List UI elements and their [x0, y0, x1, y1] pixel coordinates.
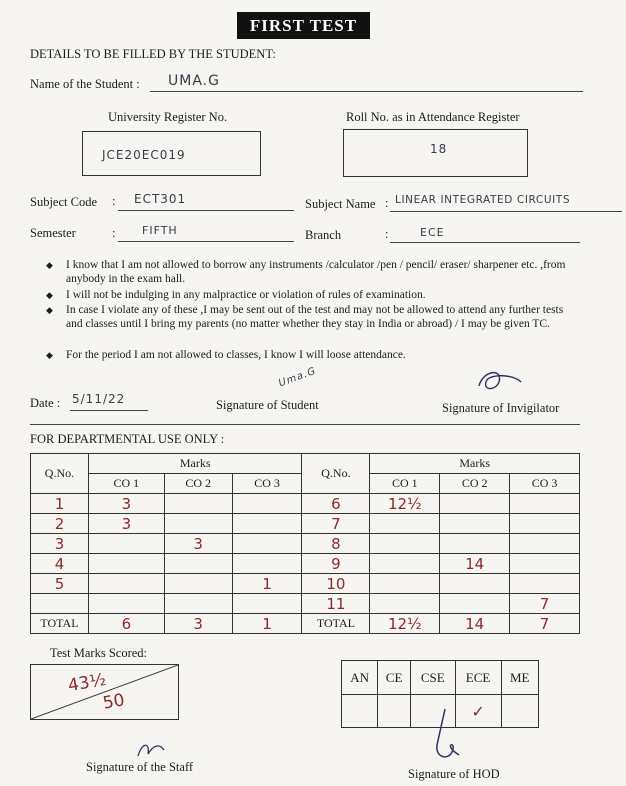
marks-table	[30, 453, 580, 634]
branch-value[interactable]: ECE	[420, 226, 445, 239]
mark-cell[interactable]	[232, 494, 302, 514]
co3-header-right: CO 3	[510, 474, 580, 494]
dept-ce: CE	[378, 661, 411, 695]
question-number: 9	[302, 554, 370, 574]
section-divider	[30, 424, 580, 425]
marks-header-right: Marks	[370, 454, 580, 474]
question-number: 7	[302, 514, 370, 534]
name-underline	[150, 91, 583, 92]
date-underline	[70, 410, 148, 411]
total-row	[31, 614, 580, 634]
date-label: Date :	[30, 396, 61, 410]
mark-cell[interactable]	[232, 514, 302, 534]
mark-cell[interactable]	[370, 554, 440, 574]
mark-cell[interactable]	[88, 534, 164, 554]
table-row	[31, 494, 580, 514]
dept-ece: ECE	[455, 661, 501, 695]
table-row	[31, 574, 580, 594]
staff-signature-mark	[134, 740, 168, 762]
mark-cell[interactable]	[164, 514, 232, 534]
mark-cell[interactable]	[510, 534, 580, 554]
total-co3-right[interactable]: 7	[510, 614, 580, 634]
page-title: FIRST TEST	[237, 12, 370, 39]
question-number: 6	[302, 494, 370, 514]
departmental-heading: FOR DEPARTMENTAL USE ONLY :	[30, 432, 225, 446]
bullet-icon: ◆	[46, 350, 53, 360]
dept-ce-check[interactable]	[378, 695, 411, 728]
subject-name-value[interactable]: LINEAR INTEGRATED CIRCUITS	[395, 194, 571, 206]
mark-cell[interactable]	[370, 574, 440, 594]
dept-me-check[interactable]	[501, 695, 538, 728]
question-number: 11	[302, 594, 370, 614]
dept-ece-check[interactable]: ✓	[455, 695, 501, 728]
total-co1-left[interactable]: 6	[88, 614, 164, 634]
mark-cell[interactable]: 1	[232, 574, 302, 594]
subject-name-underline	[390, 211, 622, 212]
test-marks-out-of: 50	[101, 690, 127, 714]
hod-signature-mark	[423, 705, 467, 767]
co1-header-left: CO 1	[88, 474, 164, 494]
question-number	[31, 594, 89, 614]
signature-student-label: Signature of Student	[216, 398, 319, 412]
mark-cell[interactable]	[232, 594, 302, 614]
dept-me: ME	[501, 661, 538, 695]
invigilator-signature-mark	[473, 366, 527, 396]
co2-header-left: CO 2	[164, 474, 232, 494]
student-name-value[interactable]: UMA.G	[168, 73, 220, 89]
subject-name-label: Subject Name	[305, 197, 376, 211]
declaration-4: For the period I am not allowed to classes, I know I will loose attendance.	[66, 349, 406, 361]
signature-invigilator-label: Signature of Invigilator	[442, 401, 560, 415]
branch-underline	[390, 242, 580, 243]
branch-colon: :	[385, 227, 389, 241]
mark-cell[interactable]	[370, 594, 440, 614]
subject-code-label: Subject Code	[30, 195, 98, 209]
signature-hod-label: Signature of HOD	[408, 767, 500, 781]
table-row	[31, 554, 580, 574]
total-co2-right[interactable]: 14	[440, 614, 510, 634]
branch-label: Branch	[305, 228, 342, 242]
co1-header-right: CO 1	[370, 474, 440, 494]
mark-cell[interactable]	[370, 534, 440, 554]
question-number: 5	[31, 574, 89, 594]
bullet-icon: ◆	[46, 305, 53, 315]
subject-code-colon: :	[112, 194, 116, 208]
question-number: 1	[31, 494, 89, 514]
register-label: University Register No.	[108, 110, 228, 124]
mark-cell[interactable]	[164, 594, 232, 614]
declaration-2: I will not be indulging in any malpractice or violation of rules of examination.	[66, 289, 426, 301]
marks-header-left: Marks	[88, 454, 302, 474]
semester-value[interactable]: FIFTH	[142, 224, 178, 237]
mark-cell[interactable]: 3	[88, 494, 164, 514]
total-label-right: TOTAL	[302, 614, 370, 634]
mark-cell[interactable]	[88, 554, 164, 574]
question-number: 3	[31, 534, 89, 554]
table-row	[31, 534, 580, 554]
mark-cell[interactable]	[164, 574, 232, 594]
roll-label: Roll No. as in Attendance Register	[346, 110, 520, 124]
test-marks-label: Test Marks Scored:	[50, 646, 148, 660]
details-heading: DETAILS TO BE FILLED BY THE STUDENT:	[30, 47, 276, 61]
mark-cell[interactable]	[510, 574, 580, 594]
mark-cell[interactable]	[164, 494, 232, 514]
mark-cell[interactable]	[440, 594, 510, 614]
total-label-left: TOTAL	[31, 614, 89, 634]
question-number: 2	[31, 514, 89, 534]
table-row	[31, 514, 580, 534]
bullet-icon: ◆	[46, 260, 53, 270]
subject-code-value[interactable]: ECT301	[134, 192, 187, 206]
mark-cell[interactable]	[232, 554, 302, 574]
roll-value: 18	[430, 142, 448, 156]
student-signature-mark: Uma.G	[277, 365, 318, 390]
semester-colon: :	[112, 226, 116, 240]
question-number: 10	[302, 574, 370, 594]
test-marks-scored: 43½	[66, 669, 108, 697]
signature-staff-label: Signature of the Staff	[86, 760, 194, 774]
mark-cell[interactable]	[88, 594, 164, 614]
mark-cell[interactable]	[510, 514, 580, 534]
mark-cell[interactable]: 3	[88, 514, 164, 534]
subject-code-underline	[118, 210, 294, 211]
mark-cell[interactable]	[510, 554, 580, 574]
mark-cell[interactable]: 12½	[370, 494, 440, 514]
question-number: 8	[302, 534, 370, 554]
qno-header-right: Q.No.	[302, 454, 370, 494]
mark-cell[interactable]	[164, 554, 232, 574]
mark-cell[interactable]: 3	[164, 534, 232, 554]
total-co1-right[interactable]: 12½	[370, 614, 440, 634]
dept-an: AN	[342, 661, 378, 695]
co2-header-right: CO 2	[440, 474, 510, 494]
question-number: 4	[31, 554, 89, 574]
qno-header-left: Q.No.	[31, 454, 89, 494]
mark-cell[interactable]	[440, 514, 510, 534]
total-co3-left[interactable]: 1	[232, 614, 302, 634]
semester-underline	[118, 241, 294, 242]
total-co2-left[interactable]: 3	[164, 614, 232, 634]
register-value: JCE20EC019	[102, 148, 186, 162]
mark-cell[interactable]	[440, 534, 510, 554]
co3-header-left: CO 3	[232, 474, 302, 494]
dept-cse: CSE	[410, 661, 455, 695]
mark-cell[interactable]: 7	[510, 594, 580, 614]
mark-cell[interactable]: 14	[440, 554, 510, 574]
declaration-3: In case I violate any of these ,I may be sent out of the test and may not be allowed to attend any further tests and classes until I bring my parents (no matter whether they stay in India or abroad) / I may be given TC.	[66, 304, 564, 330]
semester-label: Semester	[30, 226, 76, 240]
table-row	[31, 594, 580, 614]
name-label: Name of the Student :	[30, 77, 140, 91]
bullet-icon: ◆	[46, 290, 53, 300]
mark-cell[interactable]	[440, 574, 510, 594]
date-value[interactable]: 5/11/22	[72, 392, 126, 406]
mark-cell[interactable]	[510, 494, 580, 514]
mark-cell[interactable]	[440, 494, 510, 514]
mark-cell[interactable]	[88, 574, 164, 594]
dept-an-check[interactable]	[342, 695, 378, 728]
subject-name-colon: :	[385, 196, 389, 210]
mark-cell[interactable]	[370, 514, 440, 534]
declaration-1: I know that I am not allowed to borrow any instruments /calculator /pen / pencil/ eraser/ sharpener etc. ,from anybody in the exam hall.	[66, 259, 566, 285]
mark-cell[interactable]	[232, 534, 302, 554]
